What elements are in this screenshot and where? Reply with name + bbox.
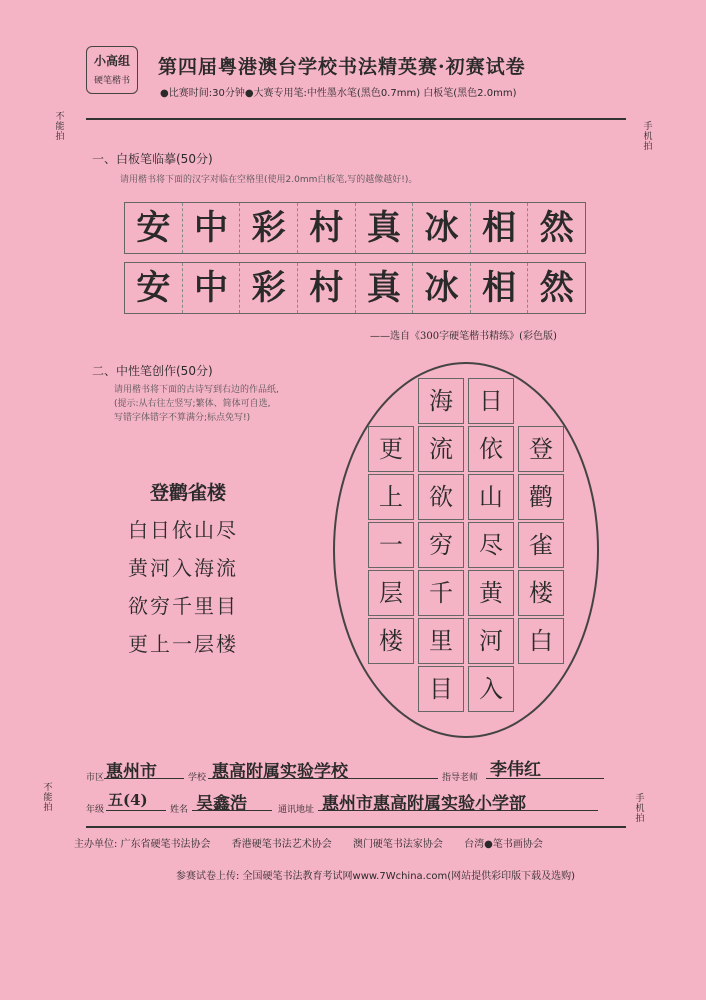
right-top-mark: 手机拍: [643, 122, 653, 152]
written-char: 中: [183, 263, 241, 313]
written-char: 安: [125, 263, 183, 313]
model-char: 真: [356, 203, 414, 253]
section2-heading: 二、中性笔创作(50分): [92, 364, 213, 378]
right-bottom-mark: 手机拍: [635, 794, 645, 824]
address-label: 通讯地址: [278, 805, 315, 815]
header-rule: [86, 118, 626, 120]
organizer: 香港硬笔书法艺术协会: [231, 839, 332, 850]
grid-cell: 楼: [368, 618, 414, 664]
grade-value: 五(4): [108, 791, 148, 809]
grid-cell: 白: [518, 618, 564, 664]
grid-cell: 尽: [468, 522, 514, 568]
teacher-underline: [486, 778, 604, 779]
grid-cell: 穷: [418, 522, 464, 568]
badge-group: 小高组: [93, 54, 130, 68]
grid-cell: 雀: [518, 522, 564, 568]
section2-instruction-1: 请用楷书将下面的古诗写到右边的作品纸,: [114, 385, 279, 395]
group-badge: [86, 46, 138, 94]
written-char: 相: [471, 263, 529, 313]
grid-cell: 千: [418, 570, 464, 616]
poem-title: 登鹳雀楼: [150, 482, 227, 504]
written-char: 彩: [240, 263, 298, 313]
grid-cell: 上: [368, 474, 414, 520]
footer-rule: [86, 826, 626, 828]
exam-title: 第四届粤港澳台学校书法精英赛·初赛试卷: [158, 56, 526, 78]
grid-cell: 鹳: [518, 474, 564, 520]
address-underline: [318, 810, 598, 811]
grid-cell: 黄: [468, 570, 514, 616]
grid-cell: 层: [368, 570, 414, 616]
grid-cell: 登: [518, 426, 564, 472]
grid-cell: 楼: [518, 570, 564, 616]
written-row: [124, 262, 586, 314]
grid-cell: 一: [368, 522, 414, 568]
organizer: 澳门硬笔书法家协会: [352, 839, 443, 850]
grid-cell: 山: [468, 474, 514, 520]
teacher-value: 李伟红: [490, 760, 541, 780]
grid-cell: 海: [418, 378, 464, 424]
written-char: 村: [298, 263, 356, 313]
poem-line: 白日依山尽: [128, 518, 238, 542]
poem-line: 更上一层楼: [128, 632, 238, 656]
badge-style: 硬笔楷书: [93, 76, 130, 86]
grade-label: 年级: [86, 805, 105, 815]
organizer: 台湾●笔书画协会: [464, 839, 543, 850]
grid-cell: 河: [468, 618, 514, 664]
city-label: 市区: [86, 773, 105, 783]
source-reference: ——选自《300字硬笔楷书精练》(彩色版): [370, 331, 557, 342]
grid-cell: 依: [468, 426, 514, 472]
poem-line: 黄河入海流: [128, 556, 238, 580]
grid-cell: 入: [468, 666, 514, 712]
city-value: 惠州市: [106, 762, 157, 782]
grid-cell: 更: [368, 426, 414, 472]
school-underline: [208, 778, 438, 779]
left-top-mark: 不能拍: [55, 112, 65, 142]
exam-subtitle: ●比赛时间:30分钟●大赛专用笔:中性墨水笔(黑色0.7mm) 白板笔(黑色2.0mm): [160, 88, 517, 99]
model-char: 相: [471, 203, 529, 253]
grade-underline: [106, 810, 166, 811]
grid-cell: 日: [468, 378, 514, 424]
model-char: 然: [539, 208, 574, 248]
organizer: 主办单位: 广东省硬笔书法协会: [74, 839, 211, 850]
organizers: [74, 835, 561, 850]
model-char: 冰: [413, 203, 471, 253]
address-value: 惠州市惠高附属实验小学部: [322, 794, 526, 814]
upload-info: 参赛试卷上传: 全国硬笔书法教育考试网www.7Wchina.com(网站提供彩印版下载及选购): [176, 871, 576, 882]
grid-cell: 流: [418, 426, 464, 472]
model-row: [124, 202, 586, 254]
section2-instruction-3: 写错字体错字不算满分;标点免写!): [114, 413, 251, 423]
written-char: 然: [539, 268, 574, 308]
school-value: 惠高附属实验学校: [212, 762, 348, 782]
written-char: 真: [356, 263, 414, 313]
name-value: 吴鑫浩: [196, 794, 247, 814]
model-char: 彩: [240, 203, 298, 253]
section1-instruction: 请用楷书将下面的汉字对临在空格里(使用2.0mm白板笔,写的越像越好!)。: [120, 175, 418, 185]
teacher-label: 指导老师: [442, 773, 479, 783]
model-char: 安: [125, 203, 183, 253]
name-underline: [192, 810, 272, 811]
section2-instruction-2: (提示:从右往左竖写;繁体、简体可自选,: [114, 399, 271, 409]
section1-heading: 一、白板笔临摹(50分): [92, 152, 213, 166]
grid-cell: 目: [418, 666, 464, 712]
school-label: 学校: [188, 773, 207, 783]
grid-cell: 里: [418, 618, 464, 664]
left-bottom-mark: 不能拍: [43, 783, 53, 813]
city-underline: [104, 778, 184, 779]
poem-line: 欲穷千里目: [128, 594, 238, 618]
model-char: 村: [298, 203, 356, 253]
grid-cell: 欲: [418, 474, 464, 520]
written-char: 冰: [413, 263, 471, 313]
name-label: 姓名: [170, 805, 189, 815]
model-char: 中: [183, 203, 241, 253]
